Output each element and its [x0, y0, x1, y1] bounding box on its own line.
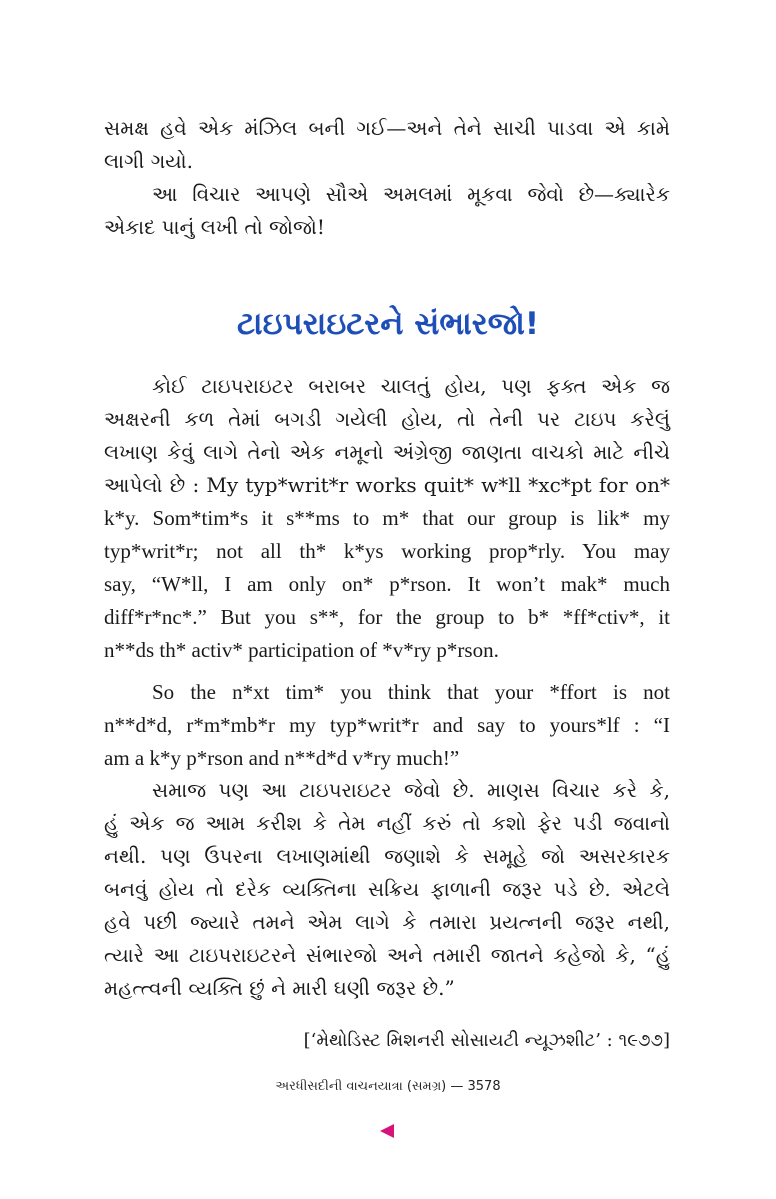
body-line: સમાજ પણ આ ટાઇપરાઇટર જેવો છે. માણસ વિચાર કરે કે, [152, 778, 670, 802]
advice-line: એકાદ પાનું લખી તો જોજો! [104, 215, 325, 239]
body-line: k*y. Som*tim*s it s**ms to m* that our group is lik* my [104, 506, 670, 530]
intro-paragraph [104, 112, 670, 178]
page-footer: અરધીસદીની વાચનયાત્રા (સમગ્ર) — 3578 [275, 1079, 501, 1094]
body-line: So the n*xt tim* you think that your *ffort is not [152, 680, 670, 704]
advice-paragraph [104, 178, 670, 244]
previous-page-arrow-icon[interactable] [380, 1124, 394, 1138]
body-paragraph-1 [104, 370, 670, 667]
body-paragraph-2 [104, 676, 670, 775]
body-paragraph-3 [104, 774, 670, 1005]
body-line: say, “W*ll, I am only on* p*rson. It won’t mak* much [104, 572, 670, 596]
body-line: n**ds th* activ* participation of *v*ry p*rson. [104, 638, 499, 662]
body-line: હું એક જ આમ કરીશ કે તેમ નહીં કરું તો કશો ફેર પડી જવાનો [104, 811, 670, 835]
advice-line: આ વિચાર આપણે સૌએ અમલમાં મૂકવા જેવો છે—ક્યારેક [152, 182, 670, 206]
body-line: આપેલો છે : My typ*writ*r works quit* w*ll *xc*pt for on* [104, 473, 670, 497]
body-line: નથી. પણ ઉપરના લખાણમાંથી જણાશે કે સમૂહે જો અસરકારક [104, 844, 670, 868]
body-line: અક્ષરની કળ તેમાં બગડી ગયેલી હોય, તો તેની પર ટાઇપ કરેલું [104, 407, 670, 431]
intro-line: સમક્ષ હવે એક મંઝિલ બની ગઈ—અને તેને સાચી પાડવા એ કામે [104, 116, 670, 140]
body-line: typ*writ*r; not all th* k*ys working prop*rly. You may [104, 539, 670, 563]
intro-line: લાગી ગયો. [104, 149, 194, 173]
body-line: હવે પછી જ્યારે તમને એમ લાગે કે તમારા પ્રયત્નની જરૂર નથી, [104, 910, 670, 934]
body-line: ત્યારે આ ટાઇપરાઇટરને સંભારજો અને તમારી જાતને કહેજો કે, “હું [104, 943, 670, 967]
source-citation: [‘મેથોડિસ્ટ મિશનરી સોસાયટી ન્યૂઝશીટ’ : ૧૯૭૭] [303, 1030, 670, 1051]
body-line: am a k*y p*rson and n**d*d v*ry much!” [104, 746, 460, 770]
body-line: diff*r*nc*.” But you s**, for the group to b* *ff*ctiv*, it [104, 605, 670, 629]
body-line: બનવું હોય તો દરેક વ્યક્તિના સક્રિય ફાળાની જરૂર પડે છે. એટલે [104, 877, 670, 901]
body-line: n**d*d, r*m*mb*r my typ*writ*r and say to yours*lf : “I [104, 713, 670, 737]
body-line: મહત્ત્વની વ્યક્તિ છું ને મારી ઘણી જરૂર છે.” [104, 976, 455, 1000]
body-line: લખાણ કેવું લાગે તેનો એક નમૂનો અંગ્રેજી જાણતા વાચકો માટે નીચે [104, 440, 670, 464]
body-line: કોઈ ટાઇપરાઇટર બરાબર ચાલતું હોય, પણ ફક્ત એક જ [152, 374, 670, 398]
section-title: ટાઇપરાઇટરને સંભારજો! [237, 306, 539, 342]
